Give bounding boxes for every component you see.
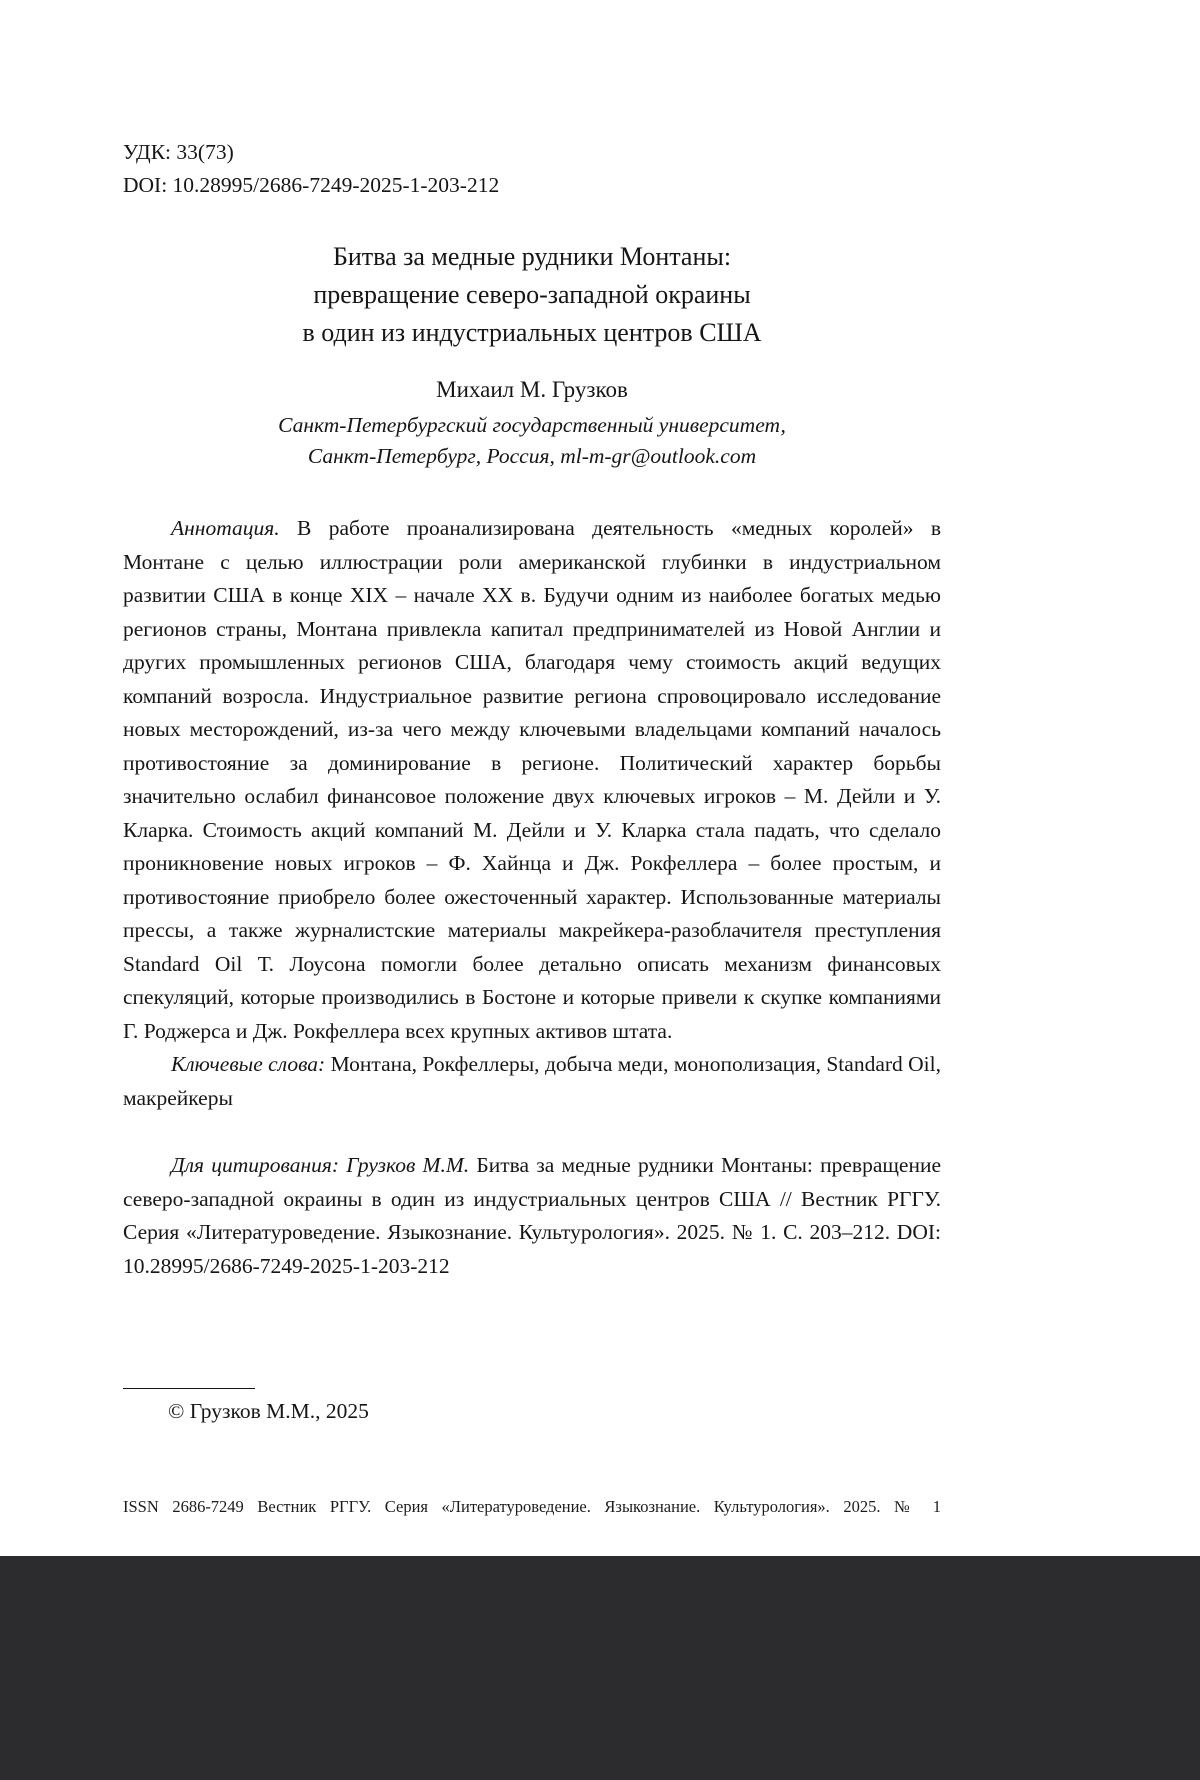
article-title: [123, 238, 941, 352]
citation-author: Грузков М.М.: [346, 1153, 470, 1177]
article-meta: [123, 136, 941, 202]
affiliation-line: Санкт-Петербург, Россия, ml-m-gr@outlook.com: [307, 444, 757, 468]
article-title-line: Битва за медные рудники Монтаны:: [332, 242, 732, 271]
copyright-block: [123, 1388, 941, 1424]
keywords-paragraph: [123, 1048, 941, 1115]
affiliation-line: Санкт-Петербургский государственный университет,: [278, 413, 786, 437]
citation-label: Для цитирования:: [171, 1153, 340, 1177]
abstract-label: Аннотация.: [171, 516, 280, 540]
doi-line: DOI: 10.28995/2686-7249-2025-1-203-212: [123, 173, 500, 197]
footnote-rule: [123, 1388, 255, 1389]
journal-footer: ISSN 2686-7249 Вестник РГГУ. Серия «Литературоведение. Языкознание. Культурология». 2025. № 1: [123, 1497, 941, 1516]
author-affiliation: [123, 410, 941, 472]
abstract-paragraph: [123, 512, 941, 1048]
citation-text: Битва за медные рудники Монтаны: превращение северо-западной окраины в один из индустриальных центров США // Вестник РГГУ. Серия «Литературоведение. Языкознание. Культурология». 2025. № 1. С. 203–212. DOI: 10.28995/2686-7249-2025-1-203-212: [123, 1153, 942, 1278]
article-title-line: превращение северо-западной окраины: [313, 280, 751, 309]
viewer-background-bar: [0, 1556, 1200, 1780]
copyright-line: © Грузков М.М., 2025: [168, 1399, 369, 1423]
author-name: Михаил М. Грузков: [436, 377, 628, 402]
keywords-label: Ключевые слова:: [171, 1052, 326, 1076]
citation-paragraph: [123, 1149, 941, 1283]
udc-line: УДК: 33(73): [123, 140, 234, 164]
abstract-text: В работе проанализирована деятельность «медных королей» в Монтане с целью иллюстрации роли американской глубинки в индустриальном развитии США в конце XIX – начале XX в. Будучи одним из наиболее богатых медью регионов страны, Монтана привлекла капитал предпринимателей из Новой Англии и других промышленных регионов США, благодаря чему стоимость акций ведущих компаний возросла. Индустриальное развитие региона спровоцировало исследование новых месторождений, из-за чего между ключевыми владельцами компаний началось противостояние за доминирование в регионе. Политический характер борьбы значительно ослабил финансовое положение двух ключевых игроков – М. Дейли и У. Кларка. Стоимость акций компаний М. Дейли и У. Кларка стала падать, что сделало проникновение новых игроков – Ф. Хайнца и Дж. Рокфеллера – более простым, и противостояние приобрело более ожесточенный характер. Использованные материалы прессы, а также журналистские материалы макрейкера-разоблачителя преступления Standard Oil Т. Лоусона помогли более детально описать механизм финансовых спекуляций, которые производились в Бостоне и которые привели к скупке компаниями Г. Роджерса и Дж. Рокфеллера всех крупных активов штата.: [123, 516, 942, 1043]
keywords-text: Монтана, Рокфеллеры, добыча меди, монополизация, Standard Oil, макрейкеры: [123, 1052, 942, 1110]
article-title-line: в один из индустриальных центров США: [302, 318, 762, 347]
